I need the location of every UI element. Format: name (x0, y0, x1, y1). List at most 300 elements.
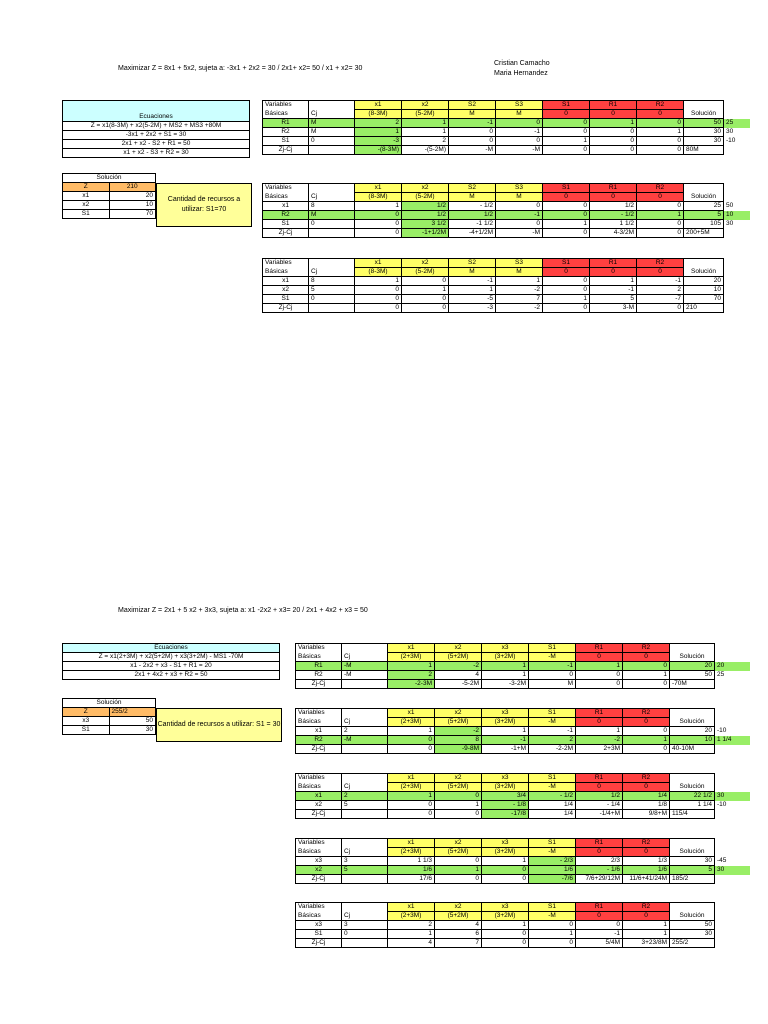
ratio-value (715, 921, 751, 930)
column-coefficient: (2+3M) (388, 653, 435, 662)
tableau-row (263, 295, 751, 304)
tableau-row (296, 662, 751, 671)
tableau-cell: 105 (684, 220, 724, 229)
zj-cj-cell (342, 680, 388, 689)
column-coefficient: (2+3M) (388, 912, 435, 921)
zj-cj-cell: 5/4M (576, 939, 623, 948)
tableau-cell: 0 (435, 857, 482, 866)
column-header: x1 (355, 259, 402, 268)
tableau-cell: 1 (576, 662, 623, 671)
zj-cj-cell: 185/2 (670, 875, 715, 884)
tableau-cell: x1 (296, 792, 342, 801)
column-header: x1 (388, 839, 435, 848)
column-coefficient: Cj (342, 718, 388, 727)
tableau-cell: R2 (263, 211, 309, 220)
zj-cj-cell: -2-3M (388, 680, 435, 689)
tableau-cell: x1 (263, 202, 309, 211)
zj-cj-label: Zj-Cj (296, 680, 342, 689)
tableau-cell: 6 (435, 930, 482, 939)
column-coefficient: Solución (684, 268, 724, 277)
zj-cj-label: Zj-Cj (263, 229, 309, 238)
tableau-cell: 1 (482, 857, 529, 866)
author-1: Cristian Camacho (494, 60, 550, 67)
tableau-cell: 0 (342, 930, 388, 939)
zj-cj-cell: 115/4 (670, 810, 715, 819)
column-header: R2 (637, 184, 684, 193)
tableau-cell: 2 (342, 792, 388, 801)
column-coefficient: Solución (670, 783, 715, 792)
tableau-cell: 0 (637, 202, 684, 211)
p2-equation: x1 - 2x2 + x3 - S1 + R1 = 20 (63, 662, 280, 671)
ratio-value: 25 (717, 671, 725, 678)
tableau-cell: 1 (543, 295, 590, 304)
column-coefficient: -M (529, 653, 576, 662)
ratio-value: 25 (724, 119, 751, 128)
tableau-cell: 2 (355, 119, 402, 128)
tableau-cell: - 1/2 (449, 202, 496, 211)
tableau-cell: 0 (402, 277, 449, 286)
p1-equation: 2x1 + x2 - S2 + R1 = 50 (63, 140, 250, 149)
column-coefficient: Cj (309, 110, 355, 119)
column-header: x2 (435, 903, 482, 912)
tableau-cell: -1 (576, 930, 623, 939)
tableau-cell: -7 (637, 295, 684, 304)
column-header: S1 (529, 839, 576, 848)
tableau-cell: 0 (590, 128, 637, 137)
tableau-cell: 5 (684, 211, 724, 220)
column-header: R2 (623, 774, 670, 783)
p2-solution-var: Z (63, 708, 110, 717)
column-header: S3 (496, 101, 543, 110)
tableau-row (296, 857, 751, 866)
column-coefficient: -M (529, 848, 576, 857)
column-coefficient: M (496, 193, 543, 202)
tableau-cell: 0 (623, 727, 670, 736)
author-2: Maria Hernandez (494, 70, 548, 77)
column-header: x3 (482, 774, 529, 783)
column-coefficient: Solución (670, 718, 715, 727)
p2-equations-table (62, 643, 280, 680)
column-coefficient: (8-3M) (355, 193, 402, 202)
tableau-cell: 1 (388, 662, 435, 671)
zj-cj-cell: 1/4 (529, 810, 576, 819)
tableau-cell: 8 (309, 202, 355, 211)
column-header (309, 101, 355, 110)
column-coefficient: (2+3M) (388, 848, 435, 857)
tableau-cell: -5 (449, 295, 496, 304)
tableau-cell: -2 (576, 736, 623, 745)
column-header: x2 (435, 709, 482, 718)
column-header: x2 (402, 259, 449, 268)
column-header: R2 (623, 709, 670, 718)
tableau-cell: M (309, 211, 355, 220)
tableau-cell: 7 (496, 295, 543, 304)
zj-cj-cell: 0 (543, 229, 590, 238)
column-header (684, 101, 724, 110)
zj-cj-label: Zj-Cj (296, 875, 342, 884)
column-coefficient: Cj (309, 268, 355, 277)
p1-equation: x1 + x2 - S3 + R2 = 30 (63, 149, 250, 158)
column-coefficient: (5-2M) (402, 110, 449, 119)
tableau-cell: R1 (263, 119, 309, 128)
column-coefficient: (3+2M) (482, 718, 529, 727)
tableau-cell: 0 (449, 128, 496, 137)
tableau-cell: 1/2 (590, 202, 637, 211)
tableau-cell: 20 (670, 727, 715, 736)
tableau-cell: 1 (435, 801, 482, 810)
tableau-cell: 0 (637, 119, 684, 128)
ratio-value (715, 930, 751, 939)
tableau-cell: 2 (402, 137, 449, 146)
column-coefficient: (8-3M) (355, 110, 402, 119)
p2-solution-value: 30 (109, 726, 156, 735)
column-header: R1 (590, 184, 637, 193)
tableau-cell: 0 (529, 671, 576, 680)
tableau-cell: -2 (435, 727, 482, 736)
zj-cj-cell: -(5-2M) (402, 146, 449, 155)
column-header: x2 (402, 101, 449, 110)
column-coefficient: Cj (342, 783, 388, 792)
tableau-cell: - 1/6 (576, 866, 623, 875)
tableau-cell: 5 (342, 801, 388, 810)
p1-solution-value: 70 (109, 210, 156, 219)
column-header: x1 (388, 774, 435, 783)
simplex-table (295, 708, 751, 754)
tableau-cell: 0 (496, 220, 543, 229)
p2-solution-value: 255/2 (109, 708, 156, 717)
zj-cj-cell: -M (496, 229, 543, 238)
tableau-cell: 0 (482, 866, 529, 875)
tableau-cell: 0 (623, 662, 670, 671)
tableau-row (296, 801, 751, 810)
tableau-cell: 1 (402, 128, 449, 137)
column-coefficient: (5+2M) (435, 912, 482, 921)
tableau-cell: 1/2 (402, 202, 449, 211)
tableau-cell: 3 (342, 857, 388, 866)
ratio-value (724, 295, 751, 304)
tableau-cell: 5 (670, 866, 715, 875)
tableau-cell: 1 (355, 202, 402, 211)
column-header: R1 (576, 644, 623, 653)
zj-cj-cell: 0 (543, 146, 590, 155)
column-coefficient: (5+2M) (435, 653, 482, 662)
tableau-cell: 4 (435, 671, 482, 680)
tableau-cell: 1/4 (529, 801, 576, 810)
column-coefficient: Básicas (296, 653, 342, 662)
column-header: x3 (482, 644, 529, 653)
tableau-cell: 0 (388, 736, 435, 745)
tableau-cell: 0 (309, 220, 355, 229)
p2-solution-var: S1 (63, 726, 110, 735)
tableau-cell: 1 (590, 119, 637, 128)
tableau-cell: -2 (435, 662, 482, 671)
column-coefficient: Solución (670, 653, 715, 662)
column-coefficient: 0 (637, 268, 684, 277)
zj-cj-cell: -1+M (482, 745, 529, 754)
p1-solution-var: x1 (63, 192, 110, 201)
column-header (342, 839, 388, 848)
column-header: Variables (296, 644, 342, 653)
zj-cj-cell: 0 (590, 146, 637, 155)
column-header: x3 (482, 709, 529, 718)
simplex-table (295, 838, 751, 884)
column-header: S1 (529, 774, 576, 783)
ratio-value: 30 (726, 220, 734, 227)
column-header: x2 (402, 184, 449, 193)
tableau-cell: 1 1/3 (388, 857, 435, 866)
column-header: S1 (529, 903, 576, 912)
column-header (670, 774, 715, 783)
tableau-cell: 0 (388, 801, 435, 810)
tableau-row (296, 736, 751, 745)
column-header: x1 (355, 184, 402, 193)
column-header (670, 903, 715, 912)
p1-solution-title: Solución (63, 174, 156, 183)
tableau-cell: 2 (637, 286, 684, 295)
column-header: Variables (296, 774, 342, 783)
zj-cj-cell: 0 (637, 146, 684, 155)
column-coefficient: 0 (590, 193, 637, 202)
zj-cj-cell: 3-M (590, 304, 637, 313)
column-coefficient: -M (529, 912, 576, 921)
column-header: S2 (449, 101, 496, 110)
tableau-cell: 2 (342, 727, 388, 736)
zj-cj-cell: 0 (355, 229, 402, 238)
tableau-cell: 1 (637, 128, 684, 137)
tableau-cell: 20 (684, 277, 724, 286)
tableau-cell: 1 (623, 671, 670, 680)
tableau-cell: 4 (435, 921, 482, 930)
tableau-cell: 0 (309, 137, 355, 146)
zj-cj-cell: 0 (402, 304, 449, 313)
tableau-cell: 70 (684, 295, 724, 304)
tableau-cell: 30 (670, 930, 715, 939)
simplex-table (262, 183, 751, 238)
tableau-cell: 1/2 (576, 792, 623, 801)
column-header (342, 644, 388, 653)
tableau-cell: 1/6 (529, 866, 576, 875)
tableau-cell: 0 (543, 128, 590, 137)
column-coefficient: Solución (670, 912, 715, 921)
column-header: R1 (576, 839, 623, 848)
column-header: x3 (482, 903, 529, 912)
column-coefficient: Solución (684, 110, 724, 119)
zj-cj-cell: -3 (449, 304, 496, 313)
ratio-value: 30 (715, 866, 751, 875)
zj-cj-cell: -2-2M (529, 745, 576, 754)
tableau-cell: -M (342, 662, 388, 671)
column-header: x1 (355, 101, 402, 110)
tableau-cell: x2 (296, 866, 342, 875)
tableau-cell: - 1/2 (590, 211, 637, 220)
tableau-cell: 8 (309, 277, 355, 286)
tableau-cell: R2 (263, 128, 309, 137)
column-coefficient: (5-2M) (402, 268, 449, 277)
column-header (309, 259, 355, 268)
column-header: x2 (435, 774, 482, 783)
p1-equation: -3x1 + 2x2 + S1 = 30 (63, 131, 250, 140)
zj-cj-cell: 4-3/2M (590, 229, 637, 238)
column-header: S2 (449, 184, 496, 193)
tableau-cell: 0 (637, 220, 684, 229)
zj-cj-cell: 17/6 (388, 875, 435, 884)
ratio-value (724, 277, 751, 286)
tableau-cell: -1 (590, 286, 637, 295)
column-coefficient: 0 (637, 110, 684, 119)
tableau-cell: 0 (590, 137, 637, 146)
tableau-cell: -1 (496, 211, 543, 220)
zj-cj-cell (342, 810, 388, 819)
zj-cj-cell: -3-2M (482, 680, 529, 689)
tableau-row (296, 930, 751, 939)
tableau-cell: 0 (529, 921, 576, 930)
column-coefficient: 0 (576, 718, 623, 727)
zj-cj-label: Zj-Cj (296, 810, 342, 819)
tableau-cell: 0 (355, 211, 402, 220)
zj-cj-cell: 0 (482, 939, 529, 948)
zj-cj-cell: 3+23/8M (623, 939, 670, 948)
column-coefficient: Básicas (296, 912, 342, 921)
zj-cj-cell (309, 229, 355, 238)
zj-cj-cell: 7/6+29/12M (576, 875, 623, 884)
tableau-cell: 50 (670, 921, 715, 930)
column-header: R2 (623, 644, 670, 653)
tableau-cell: 1 (388, 727, 435, 736)
p2-solution-value: 50 (109, 717, 156, 726)
ratio-value: -10 (726, 137, 736, 144)
tableau-cell: 1/2 (449, 211, 496, 220)
column-header: S1 (543, 184, 590, 193)
column-coefficient: M (449, 193, 496, 202)
zj-cj-cell (342, 939, 388, 948)
p1-solution-var: Z (63, 183, 110, 192)
column-header: S2 (449, 259, 496, 268)
column-coefficient: Básicas (296, 783, 342, 792)
p1-solution-value: 20 (109, 192, 156, 201)
simplex-table (262, 258, 751, 313)
p1-resources-note: Cantidad de recursos a utilizar: S1=70 (156, 183, 252, 227)
column-coefficient: Cj (342, 848, 388, 857)
zj-cj-cell: -4+1/2M (449, 229, 496, 238)
p1-solution-value: 10 (109, 201, 156, 210)
tableau-cell: 0 (576, 671, 623, 680)
tableau-row (263, 211, 751, 220)
tableau-cell: 1 (388, 930, 435, 939)
tableau-cell: 5 (309, 286, 355, 295)
zj-cj-cell: -1+1/2M (402, 229, 449, 238)
tableau-cell: 1/6 (623, 866, 670, 875)
ratio-value: -10 (717, 727, 727, 734)
tableau-cell: 5 (590, 295, 637, 304)
column-coefficient: (8-3M) (355, 268, 402, 277)
tableau-cell: S1 (263, 220, 309, 229)
column-coefficient: 0 (623, 912, 670, 921)
ratio-value: -10 (717, 801, 727, 808)
zj-cj-cell: -1/4+M (576, 810, 623, 819)
column-header: S1 (543, 259, 590, 268)
zj-cj-cell: 0 (543, 304, 590, 313)
tableau-cell: 1 (482, 727, 529, 736)
tableau-cell: 30 (684, 128, 724, 137)
tableau-cell: 0 (637, 137, 684, 146)
column-coefficient: M (449, 268, 496, 277)
tableau-cell: 1 (529, 930, 576, 939)
tableau-cell: 1 (388, 792, 435, 801)
zj-cj-cell: 0 (435, 875, 482, 884)
column-header (670, 644, 715, 653)
column-header: R2 (637, 259, 684, 268)
column-coefficient: M (496, 110, 543, 119)
ratio-value: 1 1/4 (715, 736, 751, 745)
column-header: Variables (296, 709, 342, 718)
column-header: Variables (263, 259, 309, 268)
column-coefficient: 0 (543, 110, 590, 119)
tableau-cell: 2 (388, 921, 435, 930)
tableau-cell: 25 (684, 202, 724, 211)
tableau-cell: 1 (623, 930, 670, 939)
tableau-cell: 30 (684, 137, 724, 146)
tableau-cell: 1 (496, 277, 543, 286)
column-header: x1 (388, 709, 435, 718)
tableau-cell: 1 (482, 921, 529, 930)
ratio-value: 10 (724, 211, 751, 220)
tableau-row (263, 128, 751, 137)
column-coefficient: Básicas (263, 110, 309, 119)
column-coefficient: (5+2M) (435, 783, 482, 792)
tableau-cell: -1 (637, 277, 684, 286)
tableau-cell: 1 (355, 128, 402, 137)
tableau-cell: -1 (529, 727, 576, 736)
tableau-cell: 1 (590, 277, 637, 286)
tableau-cell: 1 (482, 671, 529, 680)
tableau-cell: x1 (296, 727, 342, 736)
ratio-value: 30 (726, 128, 734, 135)
zj-cj-cell: 210 (684, 304, 724, 313)
tableau-cell: -M (342, 736, 388, 745)
column-coefficient: 0 (590, 268, 637, 277)
zj-cj-cell: 0 (435, 810, 482, 819)
tableau-cell: 1 (355, 277, 402, 286)
tableau-cell: 1 (482, 662, 529, 671)
tableau-cell: S1 (263, 137, 309, 146)
column-header (684, 259, 724, 268)
column-header: R1 (576, 903, 623, 912)
tableau-cell: x1 (263, 277, 309, 286)
column-header: S1 (543, 101, 590, 110)
simplex-table (295, 902, 751, 948)
zj-cj-label: Zj-Cj (263, 304, 309, 313)
column-coefficient: (2+3M) (388, 718, 435, 727)
column-coefficient: Básicas (296, 718, 342, 727)
zj-cj-cell: M (529, 680, 576, 689)
zj-cj-cell: -(8-3M) (355, 146, 402, 155)
zj-cj-cell: 0 (623, 680, 670, 689)
zj-cj-cell: -M (496, 146, 543, 155)
zj-cj-cell: 0 (623, 745, 670, 754)
tableau-cell: - 2/3 (529, 857, 576, 866)
zj-cj-cell: 80M (684, 146, 724, 155)
zj-cj-label: Zj-Cj (263, 146, 309, 155)
tableau-cell: 2 (388, 671, 435, 680)
tableau-row (263, 277, 751, 286)
zj-cj-cell: 0 (576, 680, 623, 689)
column-header: x1 (388, 903, 435, 912)
tableau-cell: 8 (435, 736, 482, 745)
column-coefficient: 0 (576, 783, 623, 792)
column-header: x1 (388, 644, 435, 653)
zj-cj-cell: -2 (496, 304, 543, 313)
zj-cj-cell: -17/8 (482, 810, 529, 819)
